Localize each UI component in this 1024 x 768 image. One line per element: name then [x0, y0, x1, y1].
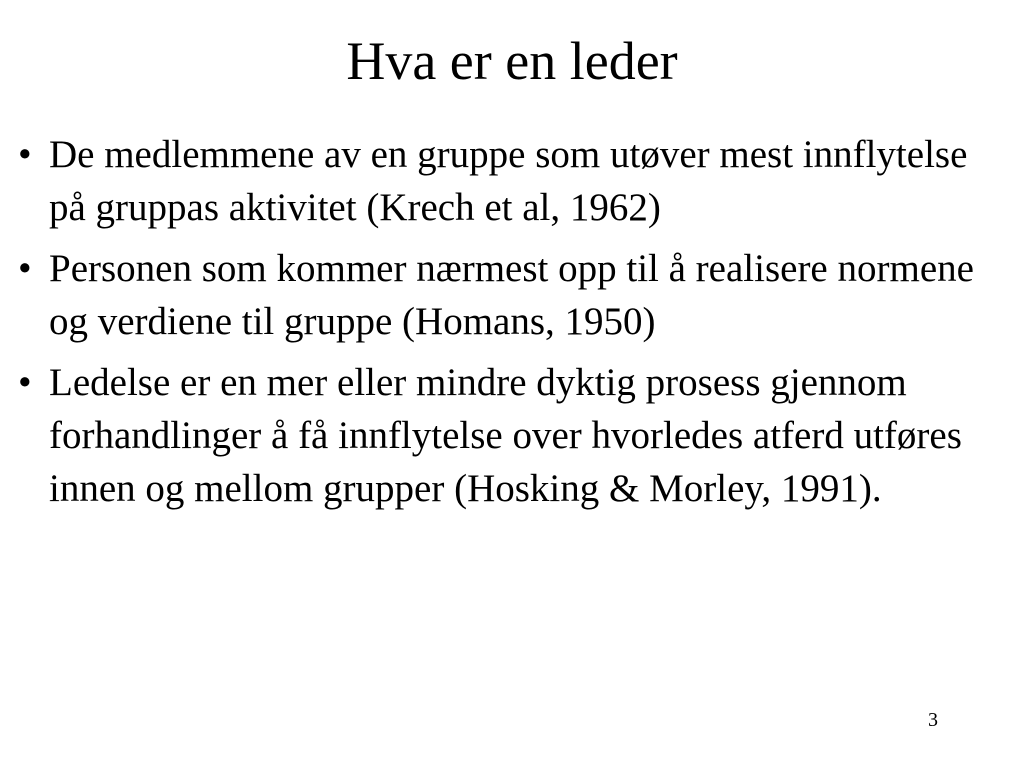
- bullet-item: [18, 242, 1008, 348]
- bullet-text: Ledelse er en mer eller mindre dyktig prosess gjennom forhandlinger å få innflytelse over hvorledes atferd utføres innen og mellom grupper (Hosking & Morley, 1991).: [49, 361, 962, 510]
- bullet-item: [18, 356, 1008, 515]
- slide-title: Hva er en leder: [346, 31, 678, 91]
- bullet-marker: •: [18, 247, 32, 290]
- bullet-list: [18, 128, 1008, 523]
- bullet-text: De medlemmene av en gruppe som utøver mest innflytelse på gruppas aktivitet (Krech et al, 1962): [49, 133, 968, 229]
- bullet-marker: •: [18, 133, 32, 176]
- bullet-item: [18, 128, 1008, 234]
- bullet-marker: •: [18, 361, 32, 404]
- bullet-text: Personen som kommer nærmest opp til å realisere normene og verdiene til gruppe (Homans, 1950): [49, 247, 974, 343]
- page-number: 3: [928, 709, 938, 731]
